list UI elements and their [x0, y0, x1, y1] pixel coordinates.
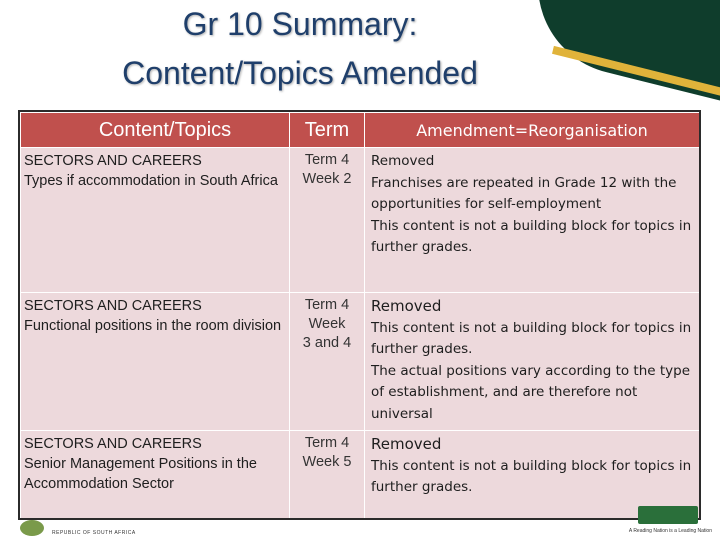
footer-republic-text: REPUBLIC OF SOUTH AFRICA	[52, 530, 136, 536]
topic-sector: SECTORS AND CAREERS	[24, 298, 202, 314]
amendment-status: Removed	[371, 435, 442, 453]
topic-cell	[21, 293, 290, 431]
amendment-reason: This content is not a building block for topics in further grades.	[371, 217, 692, 255]
term-cell	[290, 148, 365, 293]
topic-cell	[21, 431, 290, 521]
amendment-cell	[365, 148, 700, 293]
table-header-row	[21, 113, 700, 148]
term-term: Term 4	[304, 152, 350, 168]
term-week: Week	[308, 316, 346, 332]
term-cell	[290, 293, 365, 431]
term-week-range: 3 and 4	[302, 335, 352, 351]
header-content-topics: Content/Topics	[21, 113, 290, 148]
amendment-reason: Franchises are repeated in Grade 12 with the opportunities for self-employment	[371, 174, 677, 212]
topic-detail: Types if accommodation in South Africa	[24, 173, 278, 189]
table-row	[21, 293, 700, 431]
term-week: Week 2	[302, 171, 352, 187]
topic-detail: Functional positions in the room division	[24, 318, 282, 334]
footer-slogan: A Reading Nation is a Leading Nation	[628, 528, 712, 534]
table-row	[21, 148, 700, 293]
slide-title-line1: Gr 10 Summary:	[182, 6, 418, 42]
header-amendment: Amendment=Reorganisation	[365, 113, 700, 148]
amendment-reason: This content is not a building block for topics in further grades.	[371, 319, 692, 357]
term-week: Week 5	[302, 454, 352, 470]
topic-cell	[21, 148, 290, 293]
amendment-reason: The actual positions vary according to the type of establishment, and are therefore not universal	[371, 362, 691, 422]
amendment-cell	[365, 293, 700, 431]
amendment-status: Removed	[371, 153, 435, 169]
summary-table	[18, 110, 701, 520]
amendment-status: Removed	[371, 297, 442, 315]
amendment-reason: This content is not a building block for topics in further grades.	[371, 457, 692, 495]
term-cell	[290, 431, 365, 521]
coat-of-arms-icon	[20, 520, 44, 536]
header-term: Term	[290, 113, 365, 148]
term-term: Term 4	[304, 297, 350, 313]
table-row	[21, 431, 700, 521]
topic-sector: SECTORS AND CAREERS	[24, 153, 202, 169]
topic-sector: SECTORS AND CAREERS	[24, 436, 202, 452]
term-term: Term 4	[304, 435, 350, 451]
slide-title-line2: Content/Topics Amended	[122, 55, 478, 91]
department-logo-icon	[638, 506, 698, 524]
slide-footer	[0, 520, 720, 540]
topic-detail: Senior Management Positions in the Accommodation Sector	[24, 456, 257, 492]
